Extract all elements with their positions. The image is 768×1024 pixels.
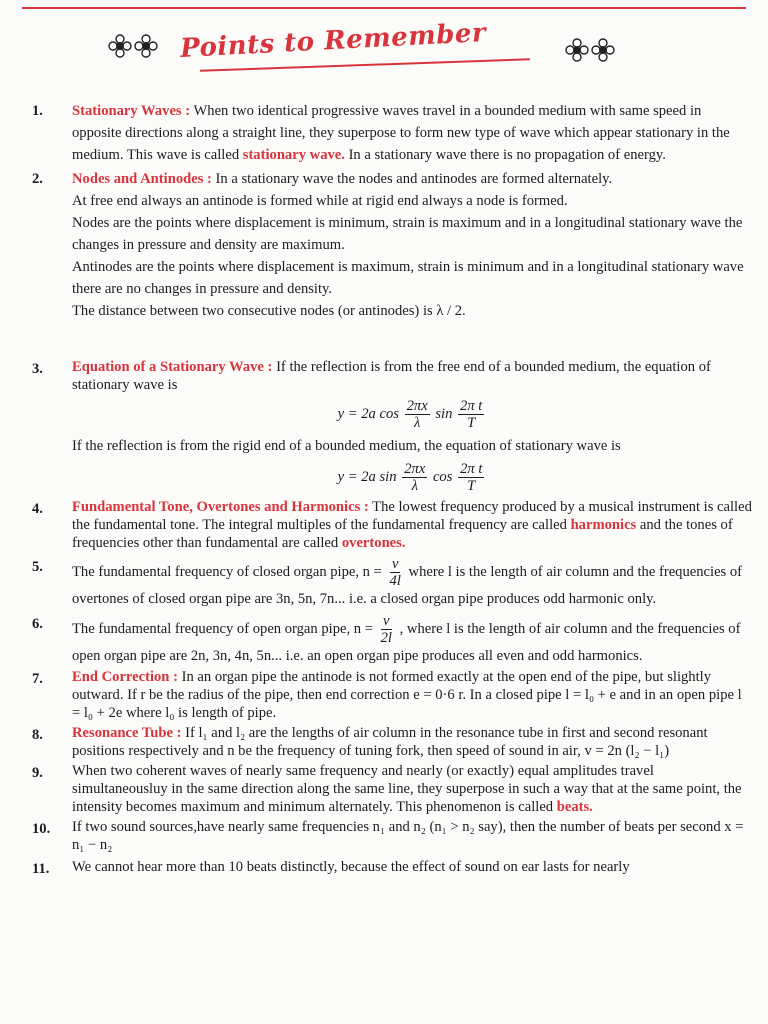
item-text: We cannot hear more than 10 beats distinctly, because the effect of sound on ear lasts for nearly [72, 859, 630, 875]
flower-icon [108, 34, 132, 58]
item-number: 3. [32, 361, 43, 377]
item-text: Resonance Tube : If l₁ and l₂ are the lengths of air column in the resonance tube in first and second resonant positions respectively and n be the frequency of tuning fork, then speed of sound in air, v = 2n (l₂ − l₁) [72, 725, 708, 759]
item-text: Fundamental Tone, Overtones and Harmonics : The lowest frequency produced by a musical instrument is called the fundamental tone. The integral multiples of the fundamental frequency are called harmonics and the tones of frequencies other than fundamental are called overtones. [72, 499, 752, 551]
list-item [24, 668, 752, 722]
item-text: Nodes are the points where displacement is minimum, strain is maximum and in a longitudinal stationary wave the changes in pressure and density are maximum. [72, 215, 743, 253]
item-number: 9. [32, 765, 43, 781]
header-banner [0, 18, 768, 78]
item-text: If the reflection is from the rigid end of a bounded medium, the equation of stationary wave is [72, 438, 621, 454]
flowers-left [108, 34, 158, 58]
item-text: If two sound sources,have nearly same frequencies n₁ and n₂ (n₁ > n₂ say), then the number of beats per second x = n₁ − n₂ [72, 819, 744, 853]
list-item [24, 724, 752, 760]
item-text: The fundamental frequency of open organ pipe, n = $\frac{v}{2l}$ , where l is the length of air column and the frequencies of open organ pipe are 2n, 3n, 4n, 5n... i.e. an open organ pipe produces all even and odd harmonics. [72, 613, 741, 664]
flower-icon [134, 34, 158, 58]
equation-rigid-end: y = 2a sin $\frac{2\pi x}{\lambda}$ cos $\frac{\text{2π t}}{T}$ [337, 461, 483, 494]
item-number: 7. [32, 671, 43, 687]
list-item [24, 358, 752, 494]
item-number: 4. [32, 501, 43, 517]
item-number: 1. [32, 103, 43, 119]
item-text: Equation of a Stationary Wave : If the reflection is from the free end of a bounded medium, the equation of stationary wave is [72, 359, 711, 393]
list-item [24, 100, 752, 166]
list-item [24, 613, 752, 666]
flowers-right [565, 38, 615, 62]
list-item [24, 858, 752, 876]
item-text: The fundamental frequency of closed organ pipe, n = $\frac{v}{4l}$ where l is the length of air column and the frequencies of overtones of closed organ pipe are 3n, 5n, 7n... i.e. a closed organ pipe produces odd harmonic only. [72, 556, 743, 607]
list-item [24, 556, 752, 609]
page-title: Points to Remember [179, 18, 487, 64]
item-text: Stationary Waves : When two identical progressive waves travel in a bounded medium with same speed in opposite directions along a straight line, they superpose to form new type of wave which appear stationary in the medium. This wave is called stationary wave. In a stationary wave there is no propagation of energy. [72, 103, 730, 163]
item-number: 10. [32, 821, 51, 837]
flower-icon [591, 38, 615, 62]
list-item [24, 818, 752, 854]
item-text: Antinodes are the points where displacement is maximum, strain is minimum and in a longitudinal stationary wave there are no changes in pressure and density. [72, 259, 744, 297]
list-item [24, 498, 752, 552]
item-text: The distance between two consecutive nodes (or antinodes) is λ / 2. [72, 303, 466, 319]
flower-icon [565, 38, 589, 62]
points-list [24, 100, 752, 876]
list-item [24, 168, 752, 322]
item-text: At free end always an antinode is formed while at rigid end always a node is formed. [72, 193, 568, 209]
item-number: 11. [32, 861, 50, 877]
item-text: End Correction : In an organ pipe the antinode is not formed exactly at the open end of the pipe, but slightly outward. If r be the radius of the pipe, then end correction e = 0·6 r. In a closed pipe l = l₀ + e and in an open pipe l = l₀ + 2e where l₀ is length of pipe. [72, 669, 742, 721]
equation-free-end: y = 2a cos $\frac{2\pi x}{\lambda}$ sin $\frac{\text{2π t}}{T}$ [337, 398, 483, 431]
top-rule [22, 7, 746, 9]
item-text: Nodes and Antinodes : In a stationary wave the nodes and antinodes are formed alternately. [72, 171, 613, 187]
item-number: 8. [32, 727, 43, 743]
item-number: 5. [32, 559, 43, 575]
item-number: 2. [32, 171, 43, 187]
item-number: 6. [32, 616, 43, 632]
list-item [24, 762, 752, 816]
item-text: When two coherent waves of nearly same frequency and nearly (or exactly) equal amplitudes travel simultaneousluy in the same direction along the same line, they superpose in such a way that at the same point, the intensity becomes maximum and minimum alternately. This phenomenon is called beats. [72, 763, 742, 815]
